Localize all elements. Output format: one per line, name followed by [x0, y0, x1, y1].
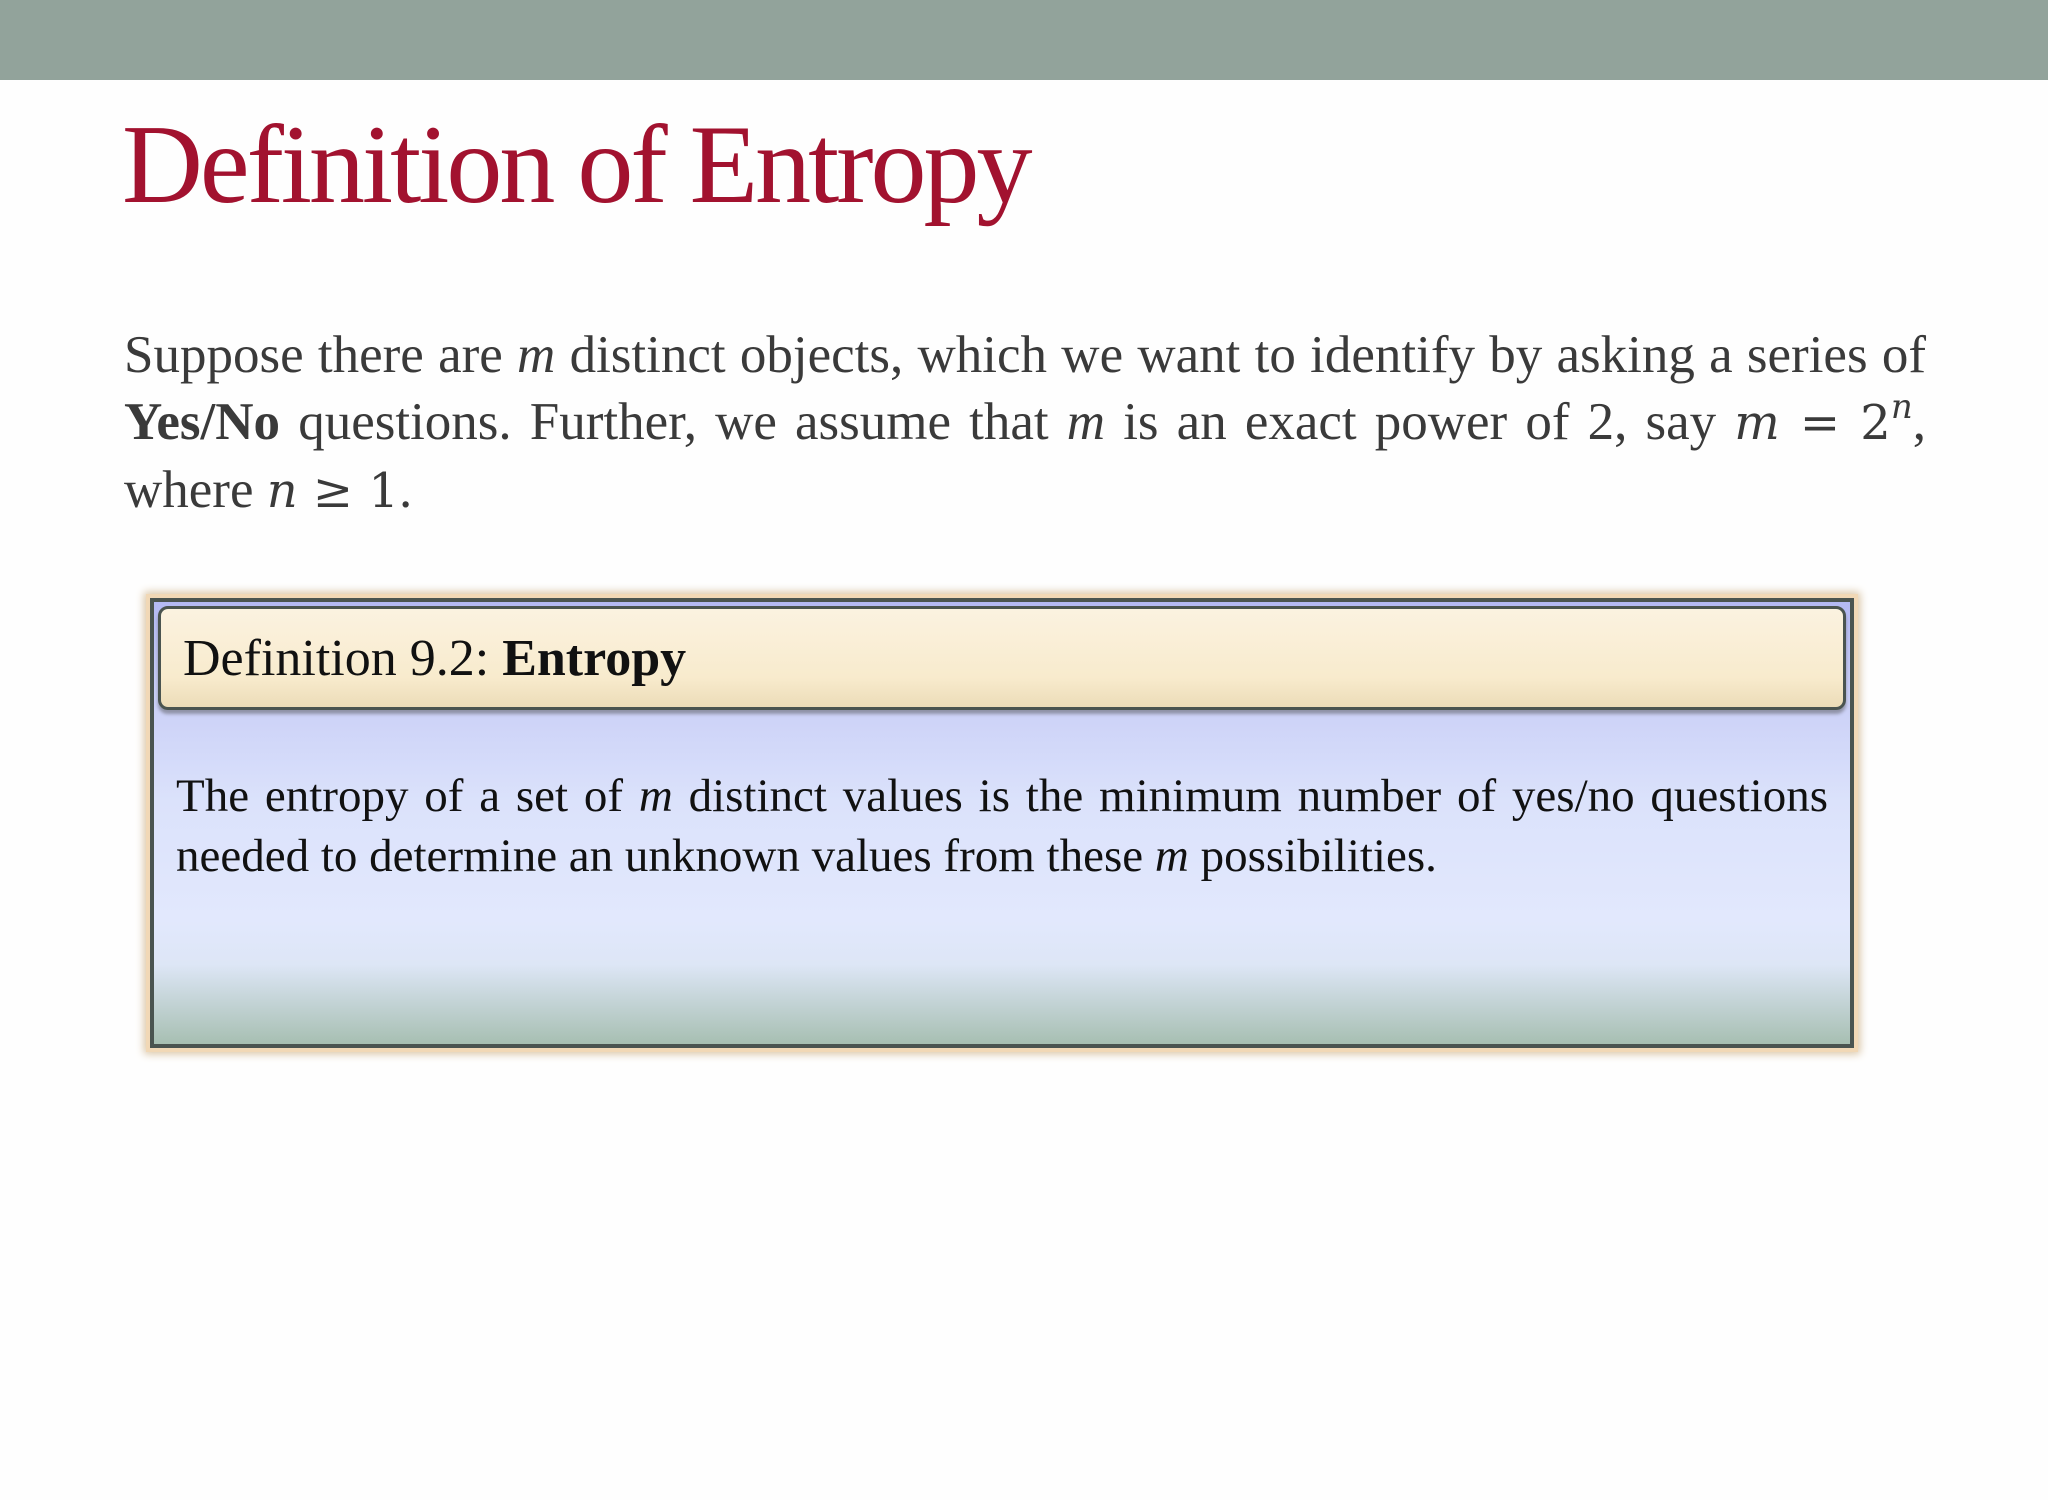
intro-text: is an exact power of 2, say	[1105, 393, 1735, 451]
math-exponent-n: n	[1890, 387, 1913, 427]
math-variable-n: n	[266, 463, 298, 519]
definition-name: Entropy	[502, 630, 687, 687]
variable-m: m	[1066, 393, 1106, 451]
math-inequality	[267, 463, 399, 519]
variable-m: m	[1154, 830, 1189, 882]
math-variable-m: m	[1734, 395, 1780, 451]
variable-m: m	[517, 326, 556, 384]
definition-header	[158, 606, 1846, 710]
intro-bold-yes-no: Yes/No	[124, 393, 281, 451]
intro-text: questions. Further, we assume that	[280, 393, 1067, 451]
slide-title: Definition of Entropy	[122, 103, 1030, 227]
definition-body	[176, 766, 1828, 886]
definition-text: distinct values is the minimum number of yes/no questions needed to determine an unknown values from these	[176, 770, 1828, 882]
variable-m: m	[638, 770, 673, 822]
intro-text: distinct objects, which we want to identify by asking a series of	[555, 326, 1926, 384]
intro-paragraph	[124, 322, 1926, 525]
math-ge-one: ≥ 1	[297, 463, 399, 519]
intro-text: , where	[124, 393, 1926, 519]
definition-box	[150, 598, 1854, 1048]
definition-title	[183, 629, 686, 689]
intro-text: .	[398, 461, 413, 519]
top-band	[0, 0, 2048, 80]
intro-text: Suppose there are	[124, 326, 518, 384]
math-equation	[1734, 387, 1913, 451]
definition-text: possibilities.	[1188, 830, 1437, 882]
definition-label: Definition 9.2:	[183, 630, 503, 687]
math-equals-two: = 2	[1779, 395, 1891, 451]
definition-text: The entropy of a set of	[176, 770, 639, 822]
